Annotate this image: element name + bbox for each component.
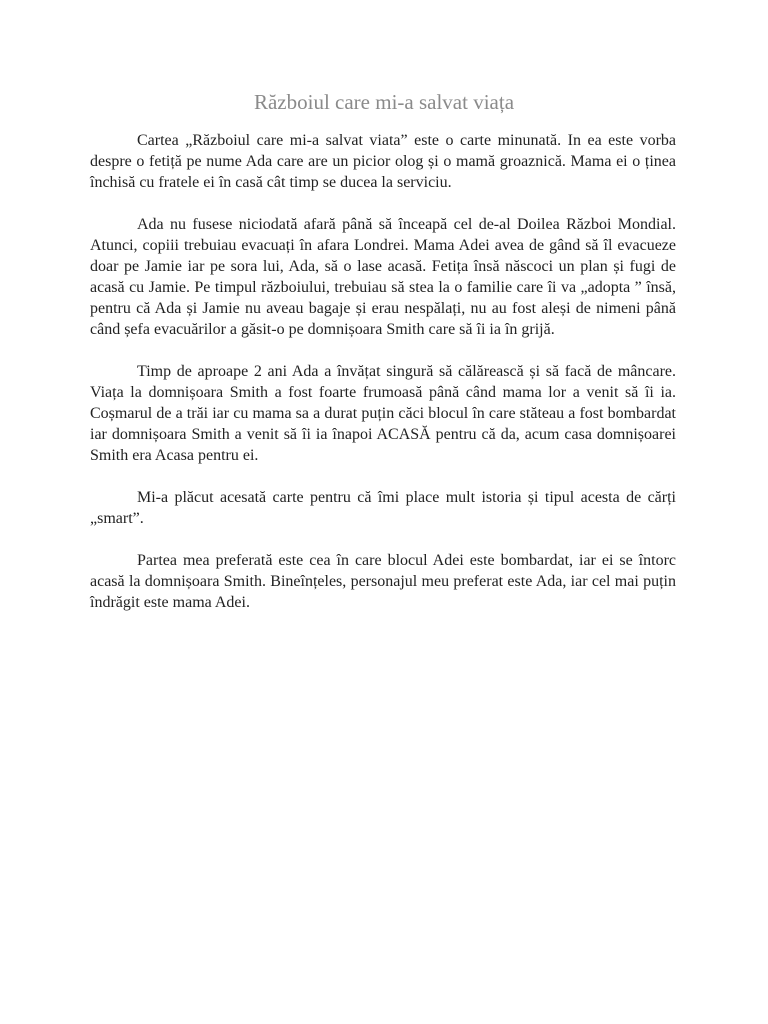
paragraph-1: Cartea „Războiul care mi-a salvat viata” este o carte minunată. In ea este vorba despre o fetiță pe nume Ada care are un picior olog și o mamă groaznică. Mama ei o ținea închisă cu fratele ei în casă cât timp se ducea la serviciu.: [90, 132, 676, 191]
document-body: [90, 130, 676, 634]
paragraph-4: Mi-a plăcut acesată carte pentru că îmi place mult istoria și tipul acesta de cărți „smart”.: [90, 489, 676, 527]
paragraph-3: Timp de aproape 2 ani Ada a învățat singură să călărească și să facă de mâncare. Viața la domnișoara Smith a fost foarte frumoasă până când mama lor a venit să îi ia. Coșmarul de a trăi iar cu mama sa a durat puțin căci blocul în care stăteau a fost bombardat iar domnișoara Smith a venit să îi ia înapoi ACASĂ pentru că da, acum casa domnișoarei Smith era Acasa pentru ei.: [90, 363, 676, 464]
paragraph-5: Partea mea preferată este cea în care blocul Adei este bombardat, iar ei se întorc acasă la domnișoara Smith. Bineînțeles, personajul meu preferat este Ada, iar cel mai puțin îndrăgit este mama Adei.: [90, 552, 676, 611]
page-title: Războiul care mi-a salvat viața: [253, 90, 515, 114]
paragraph-2: Ada nu fusese niciodată afară până să înceapă cel de-al Doilea Război Mondial. Atunci, copiii trebuiau evacuați în afara Londrei. Mama Adei avea de gând să îl evacueze doar pe Jamie iar pe sora lui, Ada, să o lase acasă. Fetița însă născoci un plan și fugi de acasă cu Jamie. Pe timpul războiului, trebuiau să stea la o familie care îi va „adopta ” însă, pentru că Ada și Jamie nu aveau bagaje și erau nespălați, nu au fost aleși de nimeni până când șefa evacuărilor a găsit-o pe domnișoara Smith care să îi ia în grijă.: [90, 216, 676, 338]
